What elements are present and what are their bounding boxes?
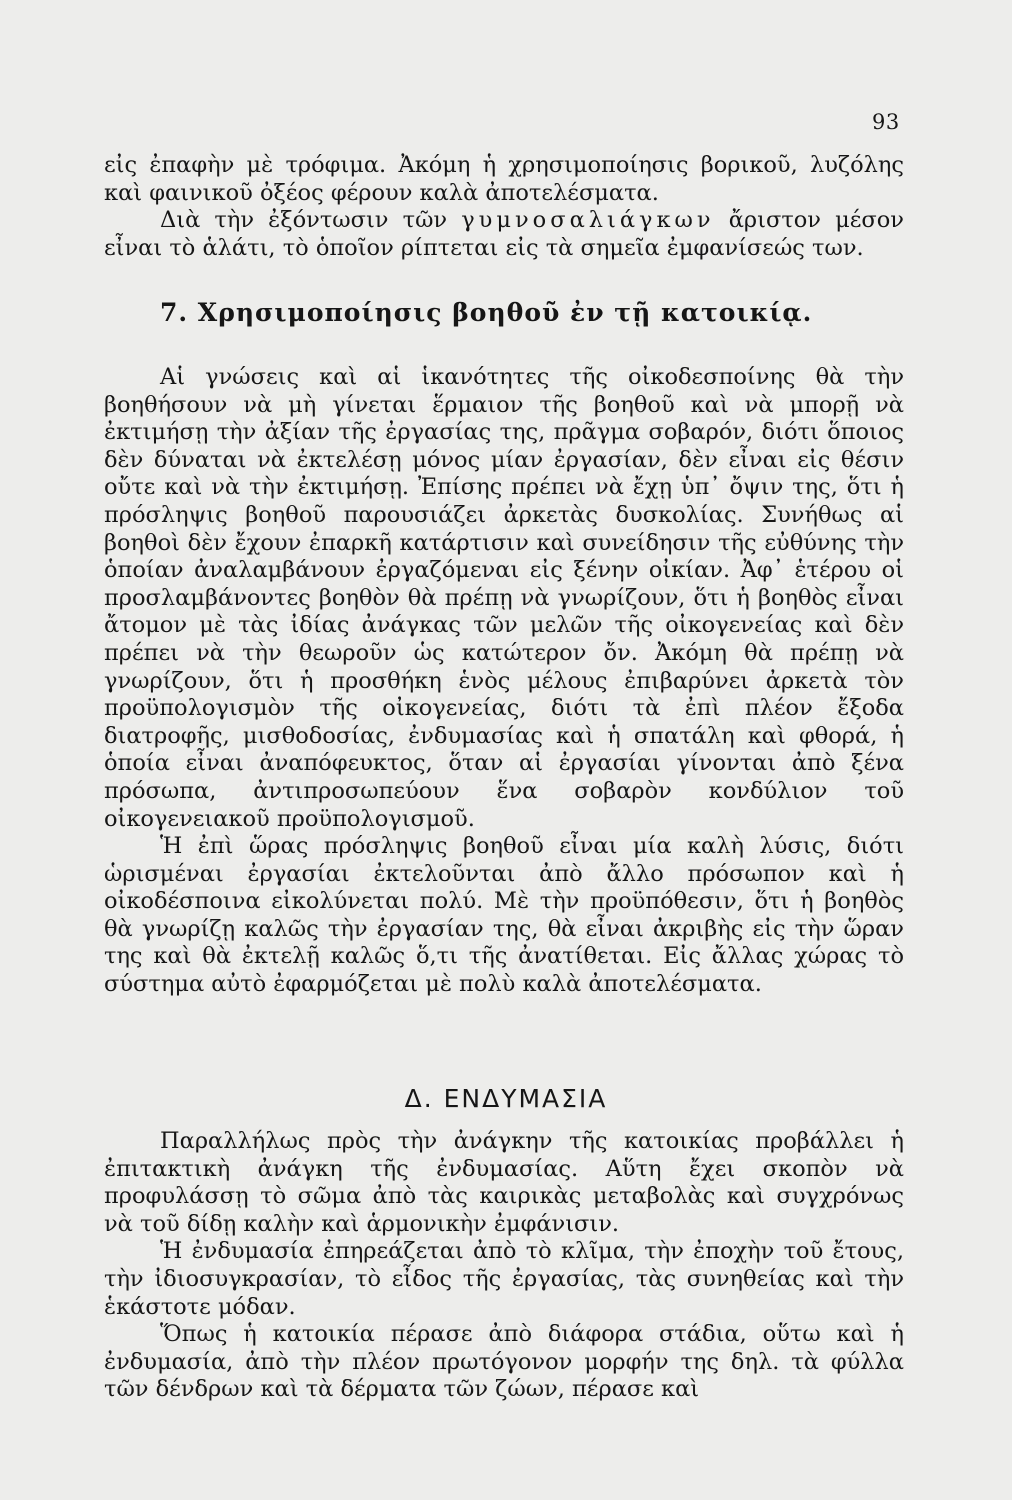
chapter-text <box>104 1128 904 1404</box>
section-text <box>104 364 904 999</box>
paragraph: Ἡ ἐπὶ ὥρας πρόσληψις βοηθοῦ εἶναι μία καλὴ λύσις, διότι ὡρισμέναι ἐργασίαι ἐκτελοῦνται ἀπὸ ἄλλο πρόσωπον καὶ ἡ οἰκοδέσποινα εἰκολύνεται πολύ. Μὲ τὴν προϋπόθεσιν, ὅτι ἡ βοηθὸς θὰ γνωρίζῃ καλῶς τὴν ἐργασίαν της, θὰ εἶναι ἀκριβὴς εἰς τὴν ὥραν της καὶ θὰ ἐκτελῇ καλῶς ὅ,τι τῆς ἀνατίθεται. Εἰς ἄλλας χώρας τὸ σύστημα αὐτὸ ἐφαρμόζεται μὲ πολὺ καλὰ ἀποτελέσματα. <box>104 833 904 998</box>
page-number: 93 <box>872 110 900 134</box>
paragraph-text: ἄριστον μέσον εἶναι τὸ ἁλάτι, τὸ ὁποῖον ρίπτεται εἰς τὰ σημεῖα ἐμφανίσεώς των. <box>104 207 904 261</box>
section-heading: 7. Χρησιμοποίησις βοηθοῦ ἐν τῇ κατοικίᾳ. <box>160 298 813 327</box>
paragraph: Ἡ ἐνδυμασία ἐπηρεάζεται ἀπὸ τὸ κλῖμα, τὴν ἐποχὴν τοῦ ἔτους, τὴν ἰδιοσυγκρασίαν, τὸ εἶδος τῆς ἐργασίας, τὰς συνηθείας καὶ τὴν ἑκάστοτε μόδαν. <box>104 1238 904 1320</box>
paragraph: εἰς ἐπαφὴν μὲ τρόφιμα. Ἀκόμη ἡ χρησιμοποίησις βορικοῦ, λυζόλης καὶ φαινικοῦ ὀξέος φέρουν καλὰ ἀποτελέσματα. <box>104 152 904 206</box>
emphasized-term: γυμνοσαλιάγκων <box>461 207 715 234</box>
paragraph: Παραλλήλως πρὸς τὴν ἀνάγκην τῆς κατοικίας προβάλλει ἡ ἐπιτακτικὴ ἀνάγκη τῆς ἐνδυμασίας. Αὕτη ἔχει σκοπὸν νὰ προφυλάσσῃ τὸ σῶμα ἀπὸ τὰς καιρικὰς μεταβολὰς καὶ συγχρόνως νὰ τοῦ δίδῃ καλὴν καὶ ἁρμονικὴν ἐμφάνισιν. <box>104 1128 904 1237</box>
paragraph: Αἱ γνώσεις καὶ αἱ ἱκανότητες τῆς οἰκοδεσποίνης θὰ τὴν βοηθήσουν νὰ μὴ γίνεται ἕρμαιον τῆς βοηθοῦ καὶ νὰ μπορῇ νὰ ἐκτιμήσῃ τὴν ἀξίαν τῆς ἐργασίας της, πρᾶγμα σοβαρόν, διότι ὅποιος δὲν δύναται νὰ ἐκτελέσῃ μόνος μίαν ἐργασίαν, δὲν εἶναι εἰς θέσιν οὔτε καὶ νὰ τὴν ἐκτιμήσῃ. Ἐπίσης πρέπει νὰ ἔχῃ ὑπ᾿ ὄψιν της, ὅτι ἡ πρόσληψις βοηθοῦ παρουσιάζει ἀρκετὰς δυσκολίας. Συνήθως αἱ βοηθοὶ δὲν ἔχουν ἐπαρκῆ κατάρτισιν καὶ συνείδησιν τῆς εὐθύνης τὴν ὁποίαν ἀναλαμβάνουν ἐργαζόμεναι εἰς ξένην οἰκίαν. Ἀφ᾿ ἑτέρου οἱ προσλαμβάνοντες βοηθὸν θὰ πρέπῃ νὰ γνωρίζουν, ὅτι ἡ βοηθὸς εἶναι ἄτομον μὲ τὰς ἰδίας ἀνάγκας τῶν μελῶν τῆς οἰκογενείας καὶ δὲν πρέπει νὰ τὴν θεωροῦν ὡς κατώτερον ὄν. Ἀκόμη θὰ πρέπῃ νὰ γνωρίζουν, ὅτι ἡ προσθήκη ἑνὸς μέλους ἐπιβαρύνει ἀρκετὰ τὸν προϋπολογισμὸν τῆς οἰκογενείας, διότι τὰ ἐπὶ πλέον ἔξοδα διατροφῆς, μισθοδοσίας, ἐνδυμασίας καὶ ἡ σπατάλη καὶ φθορά, ἡ ὁποία εἶναι ἀναπόφευκτος, ὅταν αἱ ἐργασίαι γίνονται ἀπὸ ξένα πρόσωπα, ἀντιπροσωπεύουν ἕνα σοβαρὸν κονδύλιον τοῦ οἰκογενειακοῦ προϋπολογισμοῦ. <box>104 364 904 832</box>
paragraph <box>104 207 904 262</box>
paragraph-text: Διὰ τὴν ἐξόντωσιν τῶν <box>160 207 462 234</box>
intro-text <box>104 152 904 262</box>
paragraph: Ὅπως ἡ κατοικία πέρασε ἀπὸ διάφορα στάδια, οὕτω καὶ ἡ ἐνδυμασία, ἀπὸ τὴν πλέον πρωτόγονον μορφήν της δηλ. τὰ φύλλα τῶν δένδρων καὶ τὰ δέρματα τῶν ζώων, πέρασε καὶ <box>104 1321 904 1403</box>
chapter-heading: Δ. ΕΝΔΥΜΑΣΙΑ <box>404 1084 608 1113</box>
